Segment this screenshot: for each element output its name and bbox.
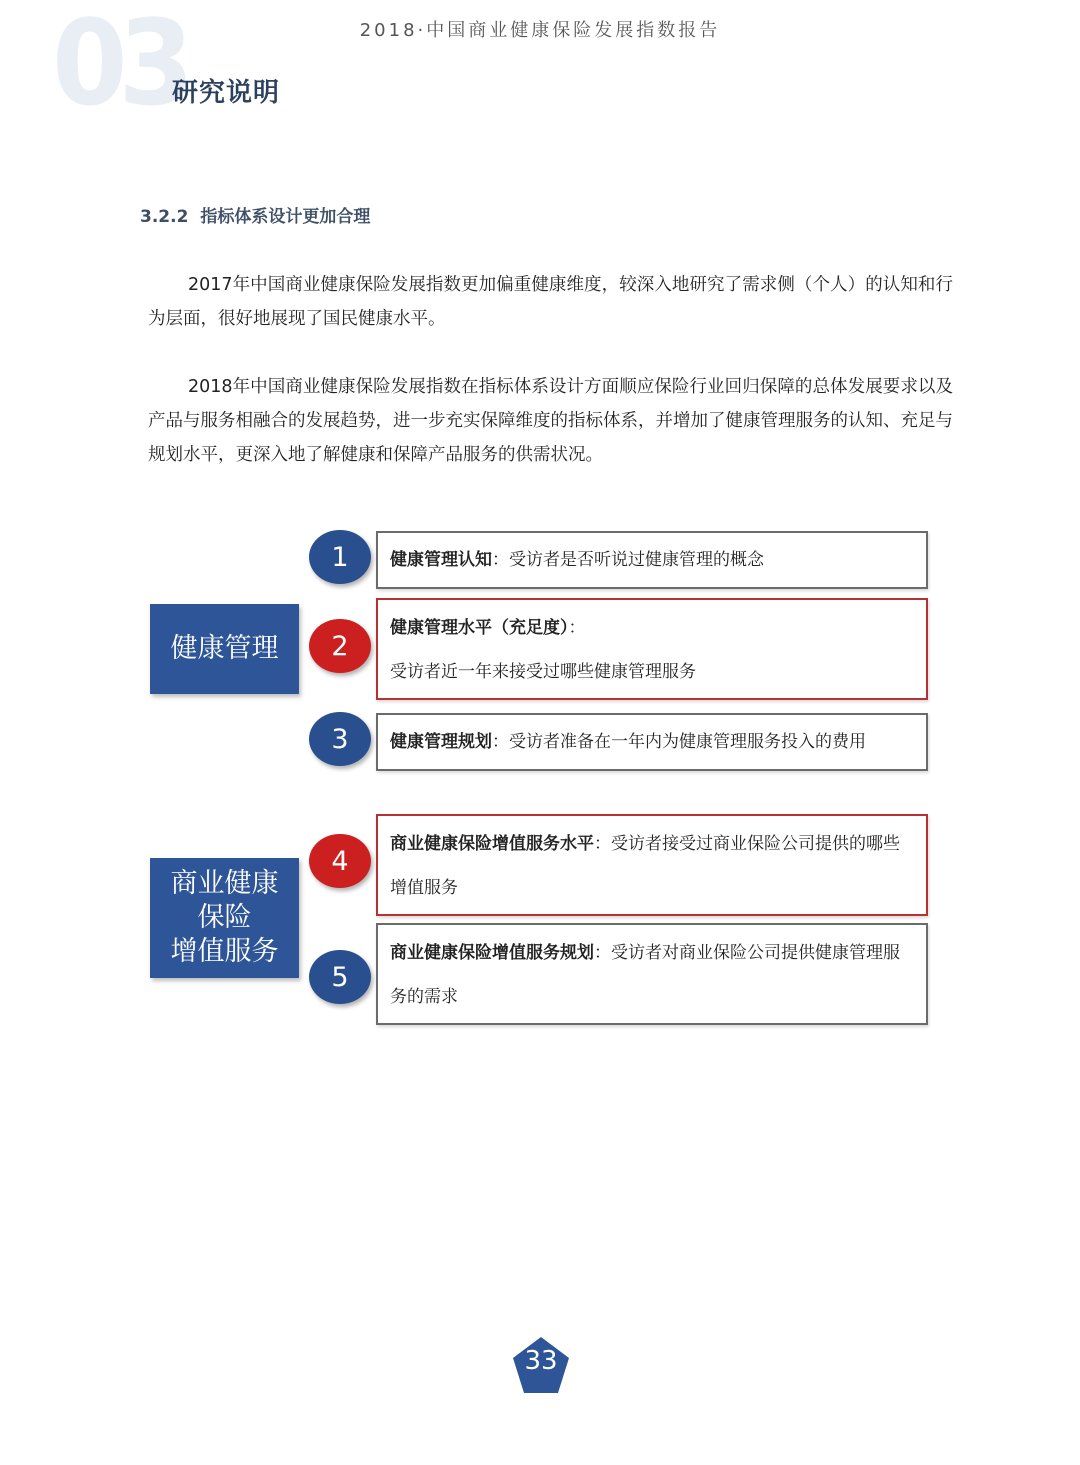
category-health-management [150, 604, 299, 694]
paragraph-1: 2017年中国商业健康保险发展指数更加偏重健康维度，较深入地研究了需求侧（个人）的认知和行为层面，很好地展现了国民健康水平。 [148, 275, 953, 329]
category-label-line: 商业健康 [170, 868, 279, 899]
item-number-badge: 2 [309, 619, 371, 673]
item-box [376, 713, 928, 771]
item-box [376, 923, 928, 1025]
chapter-title: 研究说明 [172, 78, 281, 108]
category-label-line: 增值服务 [170, 936, 279, 967]
item-number-badge: 5 [309, 950, 371, 1004]
item-box [376, 814, 928, 916]
category-label: 健康管理 [170, 633, 279, 664]
category-label-line: 保险 [197, 902, 252, 933]
item-title: 健康管理规划 [390, 732, 492, 752]
item-title: 健康管理水平（充足度） [390, 618, 569, 638]
item-text: ：受访者接受过商业保险公司提供的哪些增值服务 [390, 834, 900, 898]
item-text: ： [568, 618, 586, 638]
item-number-badge: 3 [309, 712, 371, 766]
report-header-title: 2018·中国商业健康保险发展指数报告 [359, 20, 721, 41]
item-title: 商业健康保险增值服务水平 [390, 834, 594, 854]
item-title: 商业健康保险增值服务规划 [390, 943, 594, 963]
paragraph-2: 2018年中国商业健康保险发展指数在指标体系设计方面顺应保险行业回归保障的总体发展要求以及产品与服务相融合的发展趋势，进一步充实保障维度的指标体系，并增加了健康管理服务的认知、充足与规划水平，更深入地了解健康和保障产品服务的供需状况。 [148, 377, 953, 465]
item-number-badge: 4 [309, 834, 371, 888]
chapter-number: 03 [52, 0, 185, 132]
item-text: ：受访者对商业保险公司提供健康管理服务的需求 [390, 943, 900, 1007]
item-title: 健康管理认知 [390, 550, 492, 570]
item-number-badge: 1 [309, 530, 371, 584]
section-number: 3.2.2 [140, 207, 189, 227]
category-insurance-value-added-services [150, 858, 299, 978]
section-heading [140, 202, 370, 227]
page-number: 33 [524, 1346, 558, 1376]
page-number-badge [512, 1336, 570, 1394]
item-text: 受访者近一年来接受过哪些健康管理服务 [390, 662, 696, 682]
item-text: ：受访者准备在一年内为健康管理服务投入的费用 [492, 732, 866, 752]
item-box [376, 531, 928, 589]
item-box [376, 598, 928, 700]
item-text: ：受访者是否听说过健康管理的概念 [492, 550, 764, 570]
section-title: 指标体系设计更加合理 [200, 207, 371, 227]
